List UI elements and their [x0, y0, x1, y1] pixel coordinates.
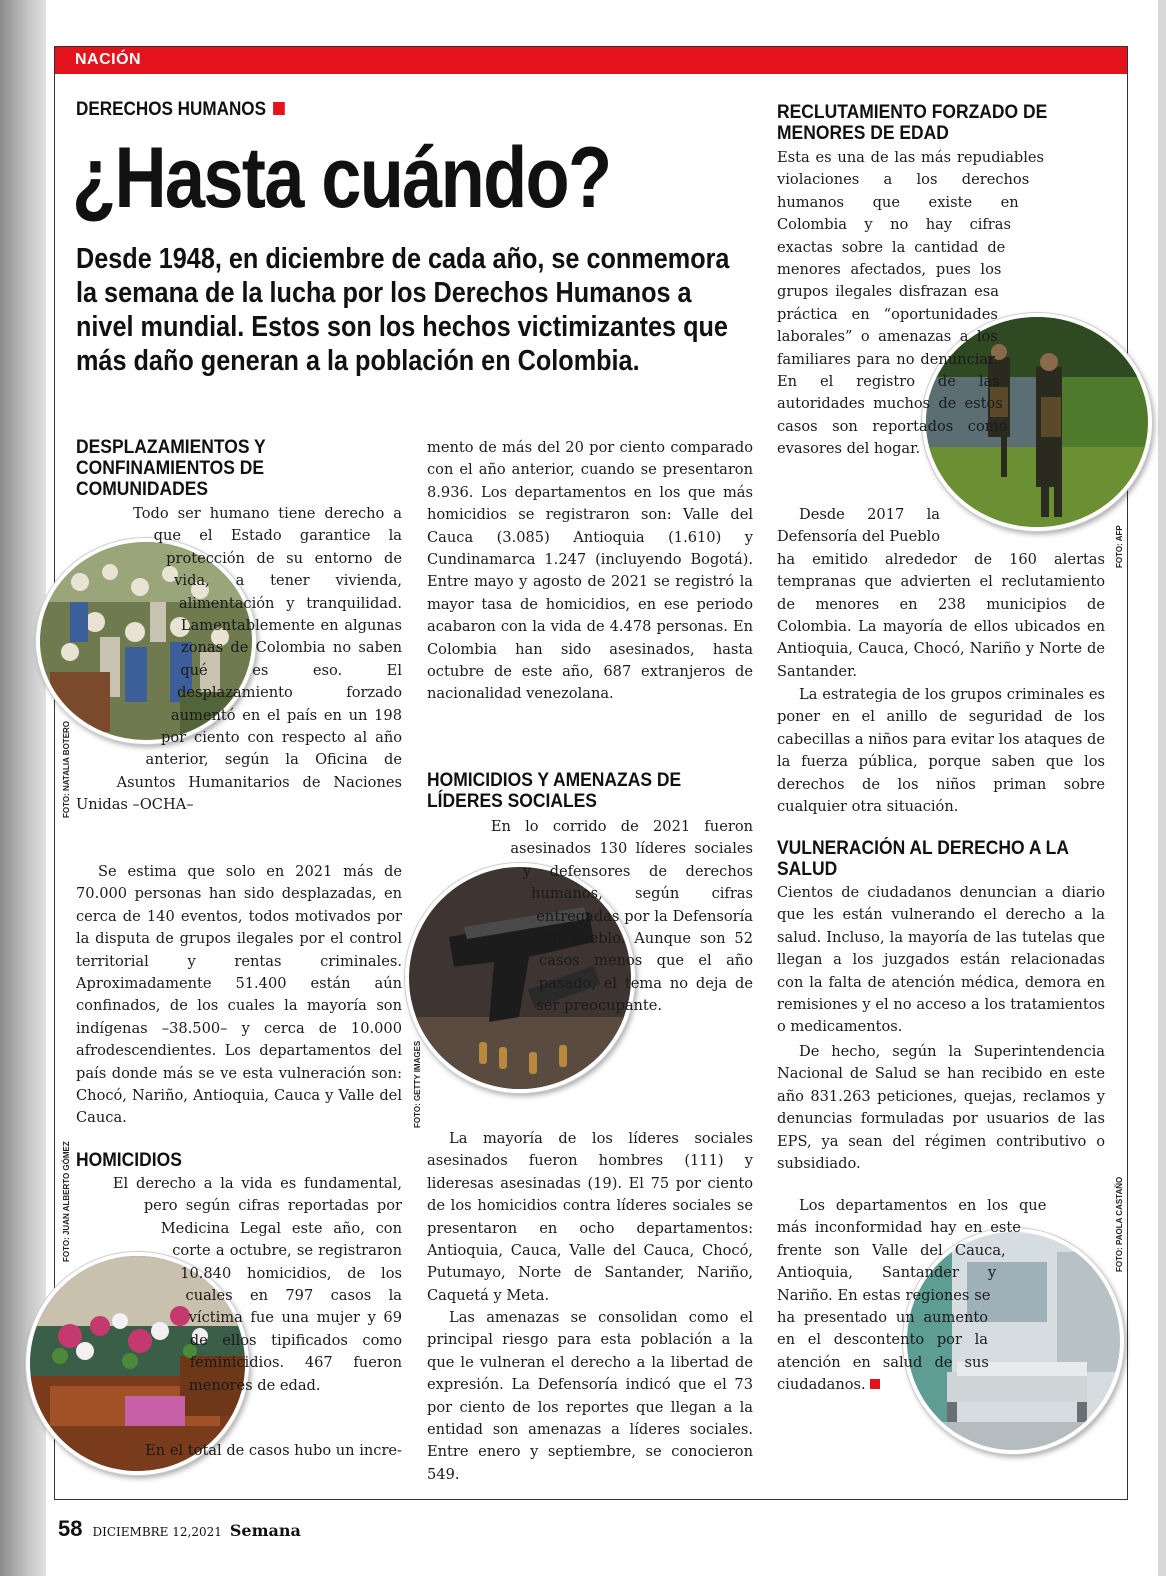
text-reclutamiento-1: Esta es una de las más repudiables violaciones a los derechos humanos que existe en Colombia y no hay cifras exactas sobre la cantidad de menores afectados, pues los grupos ilegales disfrazan esa práctica en “oportunidades laborales” o amenazas a los familiares para no denunciar. En el registro de las autoridades muchos de estos casos son reportados como evasores del hogar.: [777, 149, 1045, 458]
heading-homicidios: HOMICIDIOS: [76, 1150, 182, 1171]
page-number: 58: [58, 1516, 83, 1541]
paragraph-homicidios-3: mento de más del 20 por ciento comparado con el año anterior, cuando se presentaron 8.936. Los departamentos en los que más homicidios se registraron son: Valle del Cauca (3.085) Antioquia (1.610) y Cundinamarca 1.247 (incluyendo Bogotá). Entre mayo y agosto de 2021 se registró la mayor tasa de homicidios, en ese periodo acabaron con la vida de 4.478 personas. En Colombia han sido asesinados, hasta octubre de este año, 687 extranjeros de nacionalidad venezolana.: [427, 439, 753, 703]
issue-date: DICIEMBRE 12,2021: [92, 1525, 222, 1539]
text-desplazamiento-1: Todo ser humano tiene derecho a que el Estado garantice la protección de su entorno de vida, a tener vivienda, alimentación y tranquilidad. Lamentablemente en algunas zonas de Colombia no saben qué es eso. El desplazamiento forzado aumentó en el país en un 198 por ciento con respecto al año anterior, según la Oficina de Asuntos Humanitarios de Naciones Unidas –OCHA–: [76, 505, 402, 814]
paragraph-homicidios-2: En el total de casos hubo un incre-: [145, 1442, 402, 1459]
paragraph-lideres-3: Las amenazas se consolidan como el principal riesgo para esta población a la que le vulneran el derecho a la libertad de expresión. La Defensoría indicó que el 73 por ciento de los reportes que llegan a la entidad son amenazas a líderes sociales. Entre enero y septiembre, se conocieron 549.: [427, 1309, 753, 1483]
magazine-name: Semana: [229, 1521, 301, 1540]
paragraph-salud-1: Cientos de ciudadanos denuncian a diario que les están vulnerando el derecho a la salud. Incluso, la mayoría de las tutelas que llegan a los juzgados están relacionadas con la falta de atención médica, demora en remisiones y el no acceso a los tratamientos o medicamentos.: [777, 884, 1105, 1036]
paragraph-lideres-2: La mayoría de los líderes sociales asesinados fueron hombres (111) y lideresas asesinadas (19). El 75 por ciento de los homicidios contra líderes sociales se presentaron en ocho departamentos: Antioquia, Cauca, Valle del Cauca, Chocó, Putumayo, Norte de Santander, Nariño, Caquetá y Meta.: [427, 1130, 753, 1304]
text-reclutamiento-2: Desde 2017 la Defensoría del Pueblo ha emitido alrededor de 160 alertas tempranas que advierten el reclutamiento de menores en 238 municipios de Colombia. La mayoría de ellos ubicados en Antioquia, Cauca, Chocó, Nariño y Norte de Santander.: [777, 506, 1105, 680]
paragraph-desplazamiento-1: [76, 503, 402, 817]
section-label: NACIÓN: [75, 51, 142, 68]
paragraph-salud-2: De hecho, según la Superintendencia Nacional de Salud se han recibido en este año 831.263 peticiones, quejas, reclamos y denuncias formuladas por usuarios de las EPS, ya sean del régimen contributivo o subsidiado.: [777, 1043, 1105, 1173]
paragraph-reclutamiento-3: La estrategia de los grupos criminales es poner en el anillo de seguridad de los cabecillas a niños para evitar los ataques de la fuerza pública, porque saben que los derechos de los niños priman sobre cualquier otra situación.: [777, 686, 1105, 816]
heading-salud: VULNERACIÓN AL DERECHO A LA SALUD: [777, 838, 1069, 880]
text-homicidios-1: El derecho a la vida es fundamental, pero según cifras reportadas por Medicina Legal este año, con corte a octubre, se registraron 10.840 homicidios, de los cuales en 797 casos la víctima fue una mujer y 69 de ellos tipificados como feminicidios. 467 fueron menores de edad.: [112, 1175, 402, 1394]
lead-paragraph: Desde 1948, en diciembre de cada año, se conmemora la semana de la lucha por los Derechos Humanos a nivel mundial. Estos son los hechos victimizantes que más daño generan a la población en Colombia.: [76, 243, 730, 377]
photo-credit-afp: FOTO: AFP: [1115, 525, 1124, 568]
paragraph-reclutamiento-2: [777, 504, 1105, 683]
heading-lideres-sociales: HOMICIDIOS Y AMENAZAS DE LÍDERES SOCIALES: [427, 770, 682, 812]
heading-desplazamientos: DESPLAZAMIENTOS Y CONFINAMIENTOS DE COMUNIDADES: [76, 437, 266, 500]
paragraph-desplazamiento-2: Se estima que solo en 2021 más de 70.000 personas han sido desplazadas, en cerca de 140 eventos, todos motivados por la disputa de grupos ilegales por el control territorial y rentas criminales. Aproximadamente 51.400 están aún confinados, de los cuales la mayoría son indígenas –38.500– y cerca de 10.000 afrodescendientes. Los departamentos del país donde más se ve esta vulneración son: Chocó, Nariño, Antioquia, Cauca y Valle del Cauca.: [76, 863, 402, 1127]
photo-credit-getty: FOTO: GETTY IMAGES: [413, 1040, 422, 1128]
photo-credit-paola: FOTO: PAOLA CASTAÑO: [1115, 1176, 1124, 1272]
text-lideres-1: En lo corrido de 2021 fueron asesinados 130 líderes sociales y defensores de derechos humanos, según cifras entregadas por la Defensoría del Pueblo. Aunque son 52 casos menos que el año pasado, el tema no deja de ser preocupante.: [490, 818, 753, 1015]
headline: ¿Hasta cuándo?: [72, 130, 611, 226]
section-bar: [55, 47, 1127, 74]
kicker: [76, 99, 285, 121]
paragraph-reclutamiento-1: [777, 147, 1105, 519]
paragraph-salud-3: [777, 1195, 1105, 1449]
text-salud-3: Los departamentos en los que más inconformidad hay en este frente son Valle del Cauca, Antioquia, Santander y Nariño. En estas regiones se ha presentado un aumento en el descontento por la atención en salud de sus ciudadanos.: [777, 1197, 1047, 1394]
end-square-icon: [870, 1379, 880, 1389]
photo-credit-juan: FOTO: JUAN ALBERTO GÓMEZ: [62, 1141, 71, 1262]
kicker-square-icon: [273, 102, 285, 115]
photo-credit-natalia: FOTO: NATALIA BOTERO: [62, 720, 71, 818]
page-footer: [58, 1516, 301, 1542]
heading-reclutamiento: RECLUTAMIENTO FORZADO DE MENORES DE EDAD: [777, 102, 1048, 144]
kicker-text: DERECHOS HUMANOS: [76, 99, 267, 120]
paragraph-lideres-1: [427, 816, 753, 1108]
